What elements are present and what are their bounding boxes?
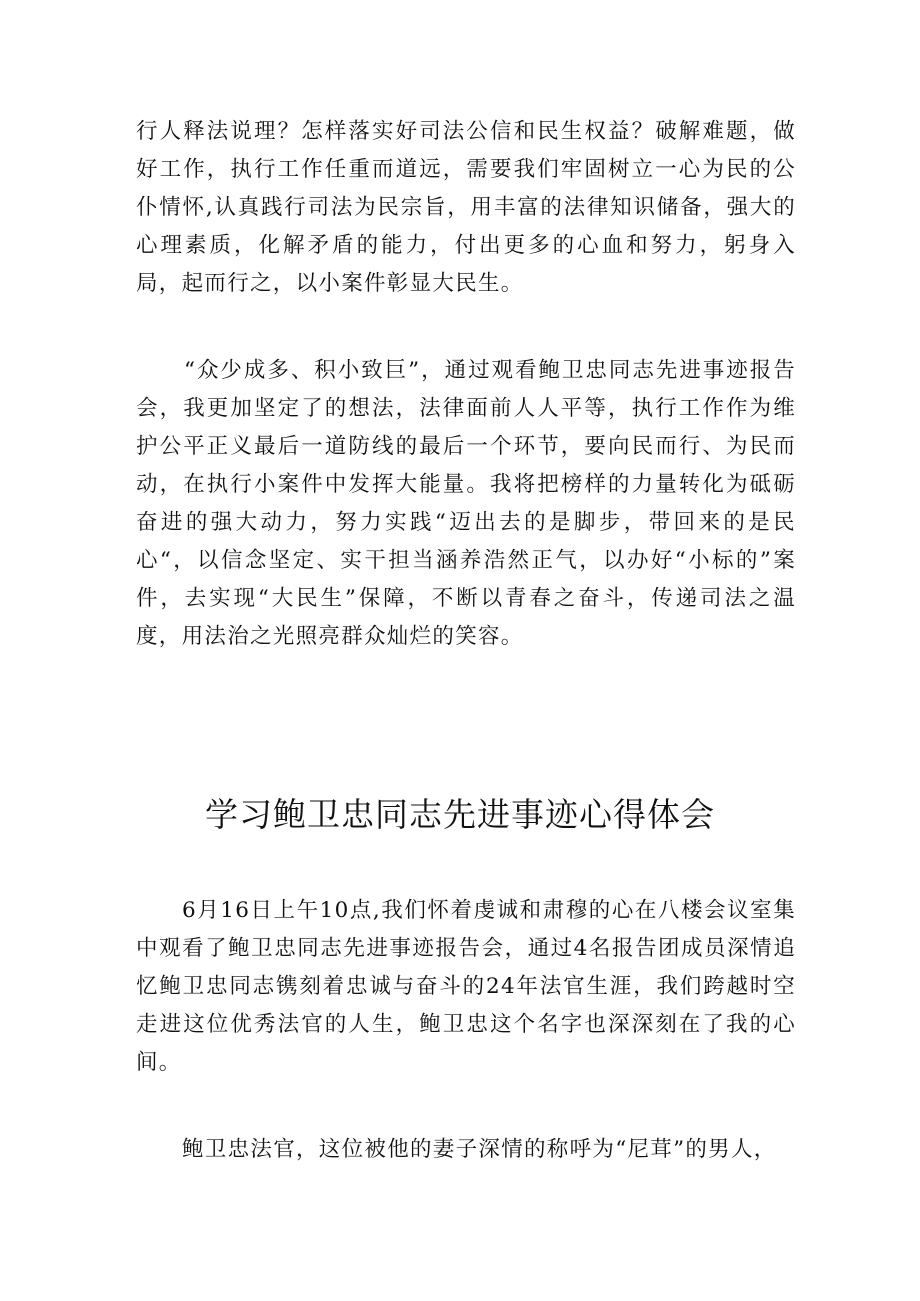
article-title: 学习鲍卫忠同志先进事迹心得体会 — [205, 795, 715, 834]
paragraph-intro: 6月16日上午10点,我们怀着虔诚和肃穆的心在八楼会议室集中观看了鲍卫忠同志先进事迹报告会，通过4名报告团成员深情追忆鲍卫忠同志镌刻着忠诚与奋斗的24年法官生涯，我们跨越时空走进这位优秀法官的人生，鲍卫忠这个名字也深深刻在了我的心间。 — [136, 898, 796, 1075]
paragraph-continued: 行人释法说理？怎样落实好司法公信和民生权益？破解难题，做好工作，执行工作任重而道远，需要我们牢固树立一心为民的公仆情怀,认真践行司法为民宗旨，用丰富的法律知识储备，强大的心理素质，化解矛盾的能力，付出更多的心血和努力，躬身入局，起而行之，以小案件彰显大民生。 — [136, 119, 796, 296]
paragraph-judge-description: 鲍卫忠法官，这位被他的妻子深情的称呼为“尼茸”的男人， — [182, 1137, 777, 1162]
paragraph-reflection: “众少成多、积小致巨”，通过观看鲍卫忠同志先进事迹报告会，我更加坚定了的想法，法律面前人人平等，执行工作作为维护公平正义最后一道防线的最后一个环节，要向民而行、为民而动，在执行小案件中发挥大能量。我将把榜样的力量转化为砥砺奋进的强大动力，努力实践“迈出去的是脚步，带回来的是民心“，以信念坚定、实干担当涵养浩然正气，以办好“小标的”案件，去实现“大民生”保障，不断以青春之奋斗，传递司法之温度，用法治之光照亮群众灿烂的笑容。 — [136, 358, 796, 649]
